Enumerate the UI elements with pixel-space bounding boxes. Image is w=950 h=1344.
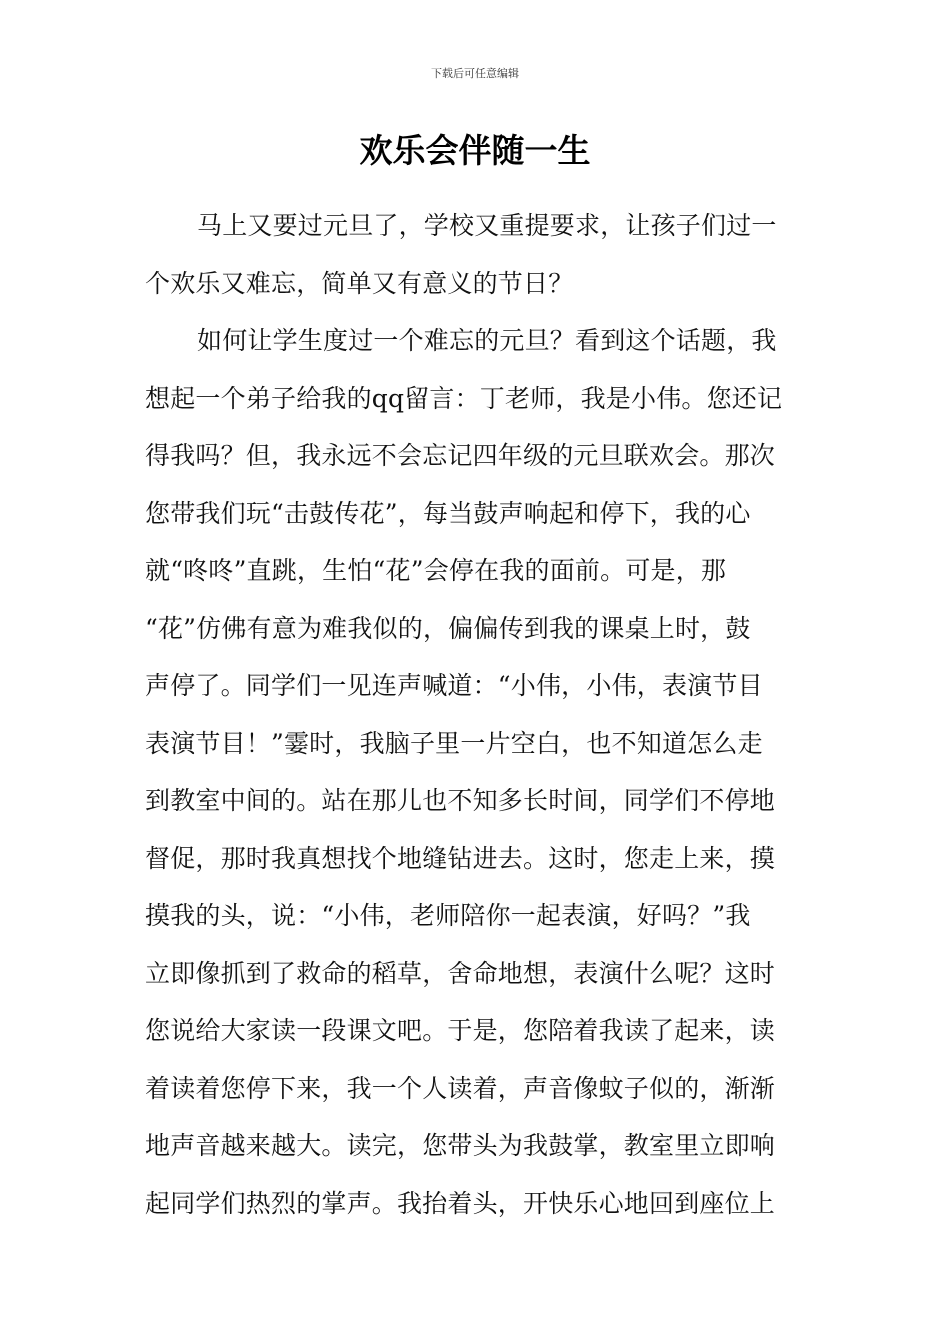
- paragraph-line: 起同学们热烈的掌声。我抬着头，开快乐心地回到座位上: [145, 1188, 776, 1218]
- header-note: 下载后可任意编辑: [431, 67, 519, 80]
- paragraph-line: 表演节目！”霎时，我脑子里一片空白，也不知道怎么走: [145, 728, 763, 758]
- paragraph-line: “花”仿佛有意为难我似的，偏偏传到我的课桌上时，鼓: [145, 613, 751, 643]
- paragraph-line: 个欢乐又难忘，简单又有意义的节日？: [145, 268, 574, 298]
- paragraph-line: 想起一个弟子给我的qq留言：丁老师，我是小伟。您还记: [145, 383, 783, 413]
- paragraph-line: 就“咚咚”直跳，生怕“花”会停在我的面前。可是，那: [145, 556, 727, 585]
- paragraph-line: 到教室中间的。站在那儿也不知多长时间，同学们不停地: [145, 786, 776, 815]
- paragraph-line: 得我吗？但，我永远不会忘记四年级的元旦联欢会。那次: [145, 441, 776, 470]
- paragraph-line: 您带我们玩“击鼓传花”，每当鼓声响起和停下，我的心: [145, 498, 751, 528]
- document-title: 欢乐会伴随一生: [359, 131, 591, 170]
- paragraph-first-line: 如何让学生度过一个难忘的元旦？看到这个话题，我: [197, 326, 777, 355]
- paragraph-line: 您说给大家读一段课文吧。于是，您陪着我读了起来，读: [145, 1016, 776, 1045]
- paragraph-line: 摸我的头，说：“小伟，老师陪你一起表演，好吗？”我: [145, 901, 751, 930]
- paragraph-line: 着读着您停下来，我一个人读着，声音像蚊子似的，渐渐: [145, 1073, 776, 1103]
- paragraph-line: 地声音越来越大。读完，您带头为我鼓掌，教室里立即响: [145, 1131, 776, 1160]
- paragraph-first-line: 马上又要过元旦了，学校又重提要求，让孩子们过一: [197, 211, 777, 240]
- paragraph-line: 声停了。同学们一见连声喊道：“小伟，小伟，表演节目: [145, 671, 763, 700]
- paragraph-line: 督促，那时我真想找个地缝钻进去。这时，您走上来，摸: [145, 843, 776, 873]
- paragraph-line: 立即像抓到了救命的稻草，舍命地想，表演什么呢？这时: [145, 958, 776, 988]
- document-body: [145, 197, 815, 1232]
